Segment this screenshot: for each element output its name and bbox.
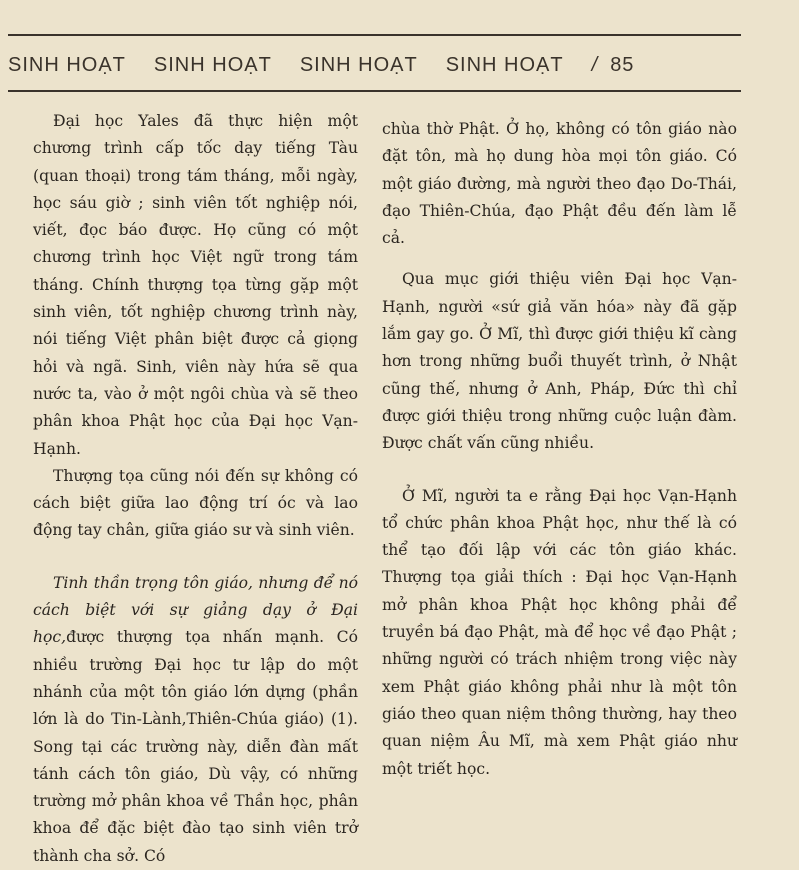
header-section-3: SINH HOẠT xyxy=(299,54,418,76)
right-paragraph-1: chùa thờ Phật. Ở họ, không có tôn giáo nào đặt tôn, mà họ dung hòa mọi tôn giáo. Có một giáo đường, mà người theo đạo Do-Thái, đạo Thiên-Chúa, đạo Phật đều đến làm lễ cả. xyxy=(382,120,737,248)
left-paragraph-1: Đại học Yales đã thực hiện một chương trình cấp tốc dạy tiếng Tàu (quan thoại) trong tám tháng, mỗi ngày, học sáu giờ ; sinh viên tốt nghiệp nói, viết, đọc báo được. Họ cũng có một chương trình học Việt ngữ trong tám tháng. Chính thượng tọa từng gặp một sinh viên, tốt nghiệp chương trình này, nói tiếng Việt phân biệt được cả giọng hỏi và ngã. Sinh, viên này hứa sẽ qua nước ta, vào ở một ngôi chùa và sẽ theo phân khoa Phật học của Đại học Vạn-Hạnh. xyxy=(33,112,358,458)
header-section-1: SINH HOẠT xyxy=(8,54,126,76)
right-column xyxy=(382,116,737,783)
left-paragraph-3 xyxy=(33,570,358,870)
header-top-rule xyxy=(8,34,741,36)
page-number: 85 xyxy=(610,54,635,76)
left-column xyxy=(33,108,358,870)
header-section-4: SINH HOẠT xyxy=(445,54,564,76)
left-paragraph-3-rest: được thượng tọa nhấn mạnh. Có nhiều trường Đại học tư lập do một nhánh của một tôn giáo lớn dựng (phần lớn là do Tin-Lành,Thiên-Chúa giáo) (1). Song tại các trường này, diễn đàn mất tánh cách tôn giáo, Dù vậy, có những trường mở phân khoa về Thần học, phân khoa để đặc biệt đào tạo sinh viên trở thành cha sở. Có xyxy=(33,628,358,865)
left-paragraph-3-italic: Tinh thần trọng tôn giáo, nhưng để nó cách biệt với sự giảng dạy ở Đại học, xyxy=(33,573,358,647)
left-paragraph-2: Thượng tọa cũng nói đến sự không có cách biệt giữa lao động trí óc và lao động tay chân, giữa giáo sư và sinh viên. xyxy=(33,466,358,540)
running-header xyxy=(8,54,748,77)
right-paragraph-2: Qua mục giới thiệu viên Đại học Vạn-Hạnh, người «sứ giả văn hóa» này đã gặp lắm gay go. Ở Mĩ, thì được giới thiệu kĩ càng hơn trong những buổi thuyết trình, ở Nhật cũng thế, nhưng ở Anh, Pháp, Đức thì chỉ được giới thiệu trong những cuộc luận đàm. Được chất vấn cũng nhiều. xyxy=(382,270,737,453)
header-section-2: SINH HOẠT xyxy=(153,54,272,76)
header-bottom-rule xyxy=(8,90,741,92)
right-paragraph-3: Ở Mĩ, người ta e rằng Đại học Vạn-Hạnh tổ chức phân khoa Phật học, như thế là có thể tạo đối lập với các tôn giáo khác. Thượng tọa giải thích : Đại học Vạn-Hạnh mở phân khoa Phật học không phải để truyền bá đạo Phật, mà để học về đạo Phật ; những người có trách nhiệm trong việc này xem Phật giáo không phải như là một tôn giáo theo quan niệm thông thường, hay theo quan niệm Âu Mĩ, mà xem Phật giáo như một triết học. xyxy=(382,486,737,778)
header-slash: / xyxy=(591,54,599,76)
